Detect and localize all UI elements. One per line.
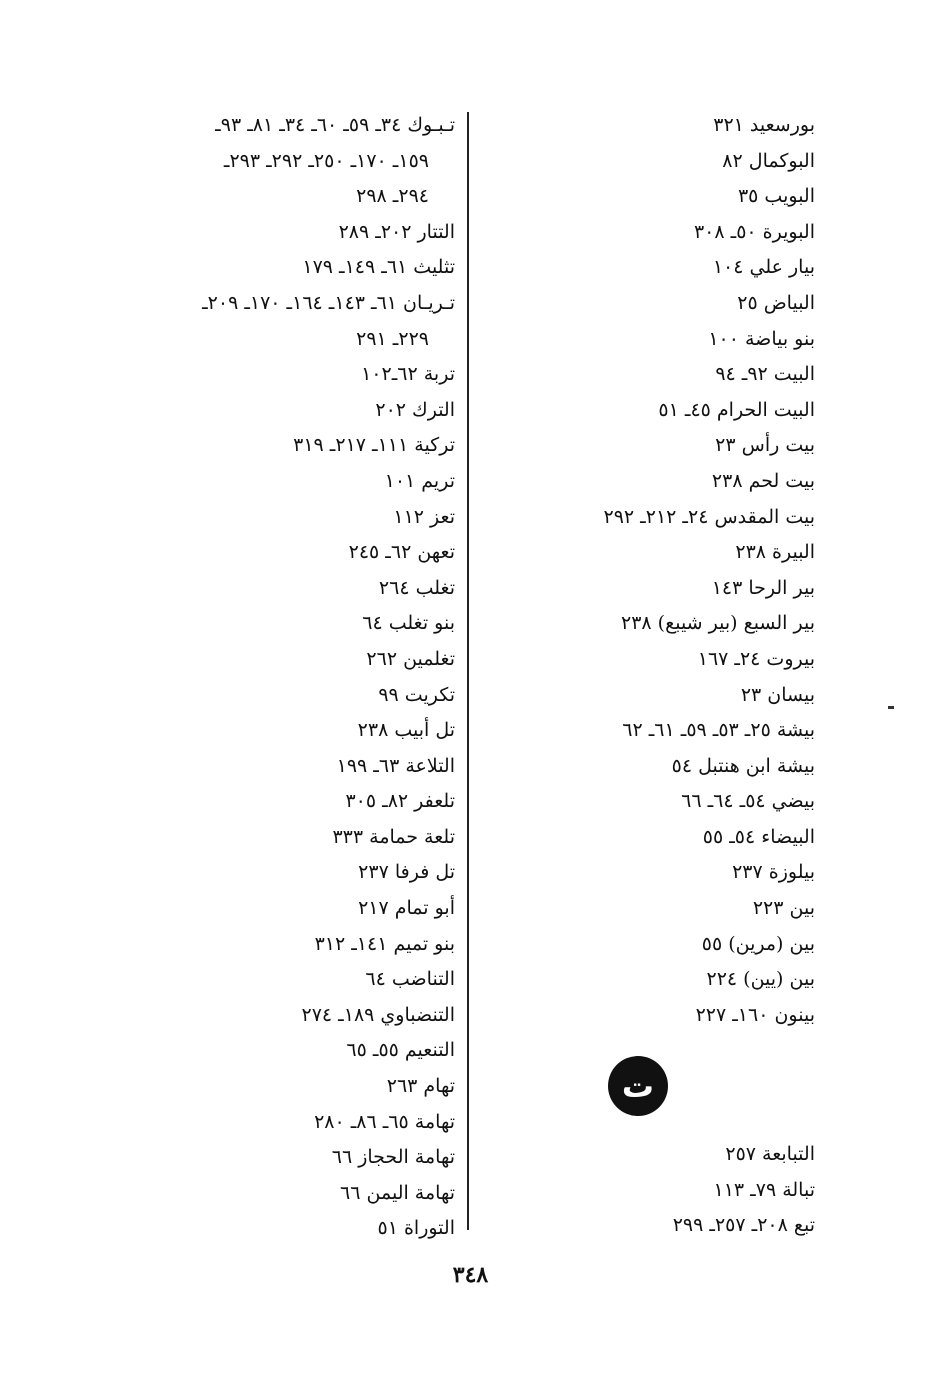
index-entry: تغلب ٢٦٤ [378, 576, 455, 599]
index-entry: أبو تمام ٢١٧ [358, 897, 455, 920]
index-section-ta [485, 1137, 815, 1244]
index-entry: بيسان ٢٣ [740, 683, 815, 706]
index-entry: تركية ١١١ـ ٢١٧ـ ٣١٩ [293, 434, 455, 457]
index-entry: بيروت ٢٤ـ ١٦٧ [697, 647, 815, 670]
index-entry: التلاعة ٦٣ـ ١٩٩ [336, 754, 455, 777]
index-entry: الترك ٢٠٢ [375, 398, 455, 421]
index-entry: تبالة ٧٩ـ ١١٣ [713, 1178, 815, 1201]
index-entry: البويرة ٥٠ـ ٣٠٨ [693, 220, 815, 243]
index-entry: تريم ١٠١ [384, 469, 455, 492]
index-entry: تـريـان ٦١ـ ١٤٣ـ ١٦٤ـ ١٧٠ـ ٢٠٩ـ [202, 291, 455, 314]
index-entry: تـبـوك ٣٤ـ ٥٩ـ ٦٠ـ ٣٤ـ ٨١ـ ٩٣ـ [215, 114, 455, 136]
index-entry: تعهن ٦٢ـ ٢٤٥ [348, 541, 455, 564]
index-entry: بيت المقدس ٢٤ـ ٢١٢ـ ٢٩٢ [603, 505, 815, 528]
index-entry: تل فرفا ٢٣٧ [358, 861, 455, 884]
index-entry: تل أبيب ٢٣٨ [357, 719, 455, 742]
index-entry: بير الرحا ١٤٣ [711, 576, 815, 599]
page-number: ٣٤٨ [452, 1262, 489, 1288]
index-entry: البوكمال ٨٢ [722, 149, 815, 172]
index-entry: البيت ٩٢ـ ٩٤ [715, 363, 815, 386]
index-entry: تغلمين ٢٦٢ [366, 647, 455, 670]
index-entry: تعز ١١٢ [393, 505, 455, 528]
margin-mark [888, 706, 894, 709]
index-entry: البيت الحرام ٤٥ـ ٥١ [658, 398, 815, 421]
index-entry: بيت لحم ٢٣٨ [711, 469, 815, 492]
index-entry: التنضباوي ١٨٩ـ ٢٧٤ [301, 1003, 455, 1026]
index-entry: بير السبع (بير شيبع) ٢٣٨ [621, 612, 815, 635]
index-entry: بيشة ٢٥ـ ٥٣ـ ٥٩ـ ٦١ـ ٦٢ [622, 719, 815, 742]
index-entry: بنو تغلب ٦٤ [362, 612, 455, 635]
index-entry: البيرة ٢٣٨ [735, 541, 815, 564]
index-entry: بيشة ابن هنتبل ٥٤ [671, 754, 815, 777]
index-entry: البيضاء ٥٤ـ ٥٥ [702, 825, 815, 848]
index-entry: تلعفر ٨٢ـ ٣٠٥ [345, 790, 455, 813]
index-entry: تهام ٢٦٣ [386, 1075, 455, 1098]
index-entry: بين ٢٢٣ [752, 897, 815, 920]
index-entry: بيار علي ١٠٤ [712, 256, 815, 279]
index-entry: تهامة ٦٥ـ ٨٦ـ ٢٨٠ [314, 1110, 455, 1133]
index-entry: بيضي ٥٤ـ ٦٤ـ ٦٦ [681, 790, 815, 813]
index-entry: بنو تميم ١٤١ـ ٣١٢ [314, 932, 455, 955]
index-entry: البياض ٢٥ [737, 291, 815, 314]
index-entry: التتار ٢٠٢ـ ٢٨٩ [338, 220, 455, 243]
column-divider [467, 112, 469, 1230]
index-entry-continuation: ٢٩٤ـ ٢٩٨ [356, 185, 429, 208]
index-entry: بنو بياضة ١٠٠ [708, 327, 815, 350]
index-entry: البويب ٣٥ [737, 185, 815, 208]
index-entry: تربة ٦٢ـ١٠٢ [361, 363, 455, 386]
index-column-right [485, 108, 815, 1033]
index-entry: بورسعيد ٣٢١ [713, 114, 815, 136]
index-entry: بيلوزة ٢٣٧ [732, 861, 815, 884]
index-entry: التبابعة ٢٥٧ [725, 1143, 815, 1165]
index-entry: تهامة اليمن ٦٦ [340, 1181, 455, 1204]
index-entry: بيت رأس ٢٣ [715, 434, 815, 457]
index-column-left [120, 108, 465, 1247]
index-entry: تكريت ٩٩ [378, 683, 455, 706]
index-entry: تلعة حمامة ٣٣٣ [332, 825, 455, 848]
index-entry: بين (يين) ٢٢٤ [706, 968, 815, 991]
index-entry: تبع ٢٠٨ـ ٢٥٧ـ ٢٩٩ [672, 1214, 815, 1237]
index-entry: التناضب ٦٤ [365, 968, 455, 991]
index-entry: تثليث ٦١ـ ١٤٩ـ ١٧٩ [302, 256, 455, 279]
index-entry: التنعيم ٥٥ـ ٦٥ [346, 1039, 455, 1062]
index-entry-continuation: ٢٢٩ـ ٢٩١ [356, 327, 429, 350]
index-entry: بين (مرين) ٥٥ [701, 932, 815, 955]
index-entry: تهامة الحجاز ٦٦ [331, 1146, 455, 1169]
index-entry-continuation: ١٥٩ـ ١٧٠ـ ٢٥٠ـ ٢٩٢ـ ٢٩٣ـ [223, 149, 429, 172]
section-letter-badge: ت [608, 1056, 668, 1116]
index-entry: التوراة ٥١ [377, 1217, 455, 1240]
index-entry: بينون ١٦٠ـ ٢٢٧ [695, 1003, 815, 1026]
